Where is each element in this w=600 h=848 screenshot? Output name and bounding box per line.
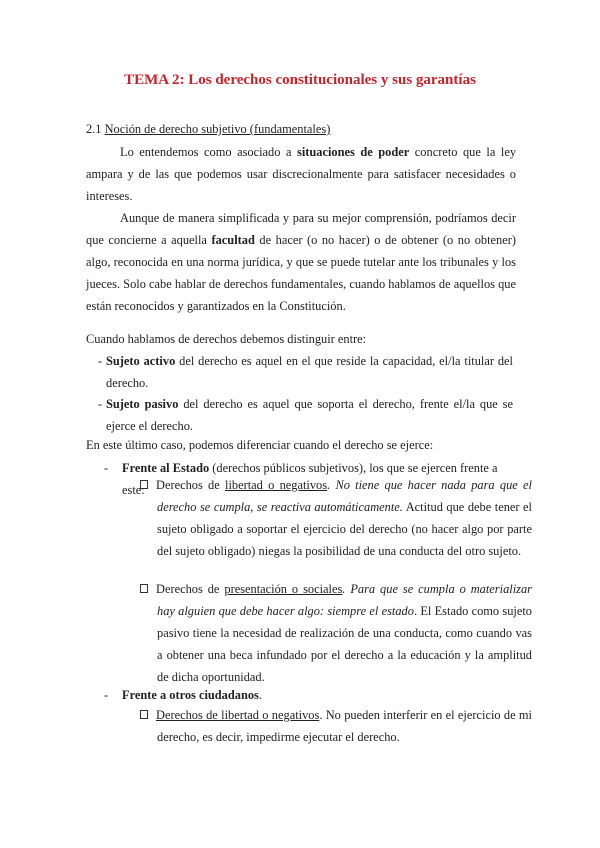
list-dash: - xyxy=(98,354,103,368)
page-title: TEMA 2: Los derechos constitucionales y sus garantías xyxy=(124,72,476,88)
paragraph-2: Aunque de manera simplificada y para su mejor comprensión, podríamos decir que concierne a aquella facultad de hacer (o no hacer) o de obtener (o no obtener) algo, reconocida en una norma jurídica, y que se puede tutelar ante los tribunales y los jueces. Solo cabe hablar de derechos fundamentales, cuando hablamos de aquellos que están reconocidos y garantizados en la Constitución. xyxy=(86,211,516,313)
paragraph-1: Lo entendemos como asociado a situaciones de poder concreto que la ley ampara y de las que podemos usar discrecionalmente para satisfacer necesidades o intereses. xyxy=(86,145,517,203)
list-dash: - xyxy=(104,688,109,702)
section-heading xyxy=(86,118,516,140)
paragraph-3: Cuando hablamos de derechos debemos distinguir entre: xyxy=(86,332,367,346)
list-item-sujeto-pasivo: Sujeto pasivo del derecho es aquel que soporta el derecho, frente el/la que se ejerce el derecho. xyxy=(106,397,514,433)
checkbox-icon xyxy=(140,584,148,593)
list-item-sujeto-activo: Sujeto activo del derecho es aquel en el que reside la capacidad, el/la titular del derecho. xyxy=(106,354,514,390)
list-dash: - xyxy=(104,461,109,475)
section-title: Noción de derecho subjetivo (fundamentales) xyxy=(104,122,331,136)
checkbox-icon xyxy=(140,480,148,489)
list-item-frente-ciudadanos: Frente a otros ciudadanos. xyxy=(122,688,262,702)
sub-item-prestacion: Derechos de presentación o sociales. Para que se cumpla o materializar hay alguien que debe hacer algo: siempre el estado. El Estado como sujeto pasivo tiene la necesidad de realización de una conducta, como cuando vas a obtener una beca infundado por el derecho a la educación y la amplitud de dicha oportunidad. xyxy=(140,578,532,688)
sub-item-libertad: Derechos de libertad o negativos. No tiene que hacer nada para que el derecho se cumpla, se reactiva automáticamente. Actitud que debe tener el sujeto obligado a soportar el ejercicio del derecho (no hacer algo por parte del sujeto obligado) niegas la posibilidad de una conducta del otro sujeto. xyxy=(140,474,532,562)
list-dash: - xyxy=(98,397,103,411)
sub-item-libertad-ciudadanos: Derechos de libertad o negativos. No pueden interferir en el ejercicio de mi derecho, es decir, impedirme ejecutar el derecho. xyxy=(140,704,532,748)
section-number: 2.1 xyxy=(86,122,102,136)
list-item-frente-estado: Frente al Estado (derechos públicos subjetivos), los que se ejercen frente a este: xyxy=(122,461,498,497)
checkbox-icon xyxy=(140,710,148,719)
paragraph-4: En este último caso, podemos diferenciar cuando el derecho se ejerce: xyxy=(86,438,434,452)
